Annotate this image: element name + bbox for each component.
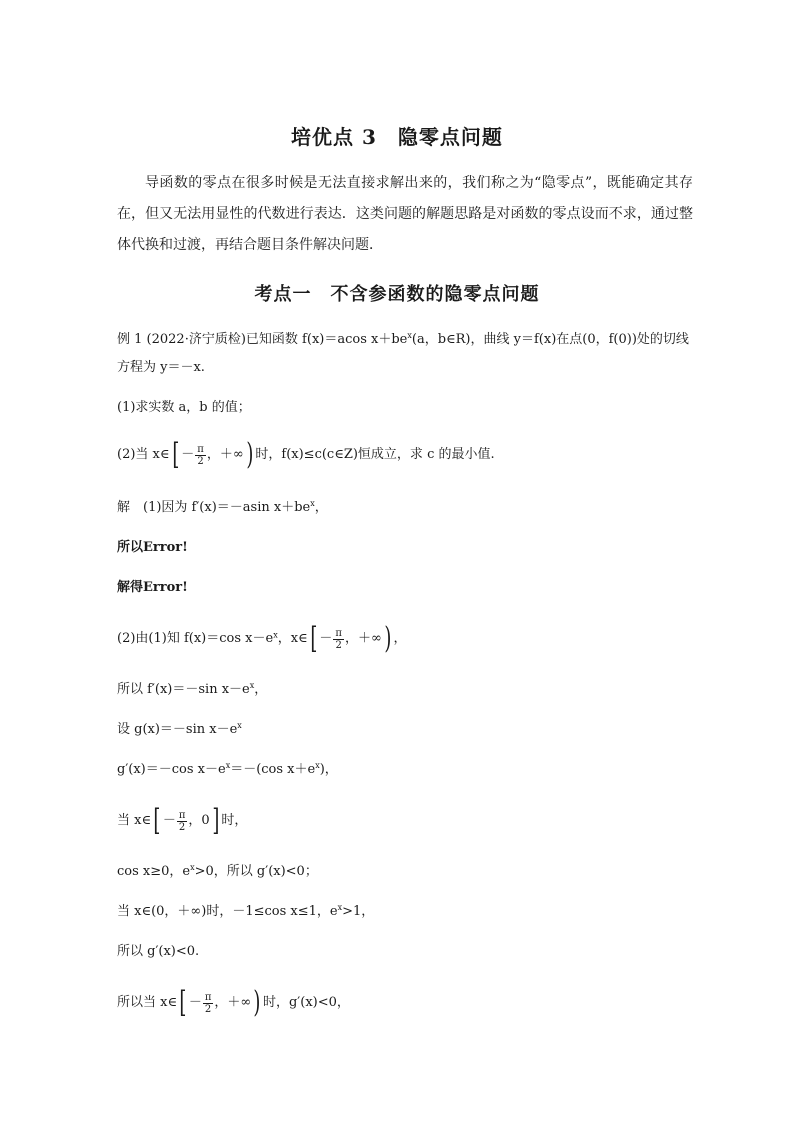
sol8-frac-den: 2 — [178, 821, 186, 833]
sol7-exponent-2: x — [315, 761, 320, 770]
solution-line-3: 解得Error! — [117, 580, 188, 595]
q2-prefix: (2)当 x∈ — [117, 447, 170, 462]
sol4-interval-end: ，＋∞ — [344, 631, 382, 646]
right-paren-icon: ) — [384, 621, 392, 656]
sol8-interval-end: ，0 — [188, 813, 210, 828]
sol12-fraction — [203, 992, 214, 1015]
q2-frac-num: π — [197, 443, 204, 455]
solution-line-2: 所以Error! — [117, 540, 188, 555]
sol7-text-a: g′(x)＝－cos x－e — [117, 762, 226, 777]
sol1-text-a: 解 (1)因为 f′(x)＝－asin x＋be — [117, 500, 311, 515]
solution-line-9 — [117, 862, 318, 882]
left-bracket-icon: [ — [171, 437, 179, 472]
example-text-b: (a，b∈R)，曲线 y＝f(x)在点(0，f(0))处的切线方程为 y＝－x. — [117, 332, 689, 375]
right-bracket-icon: ] — [212, 803, 220, 838]
sol1-text-b: ， — [314, 500, 328, 515]
solution-line-7 — [117, 760, 338, 780]
sol9-text-b: >0，所以 g′(x)<0； — [194, 864, 318, 879]
solution-line-6 — [117, 720, 242, 740]
sol8-minus: － — [162, 813, 176, 828]
right-paren-icon: ) — [246, 437, 254, 472]
intro-paragraph: 导函数的零点在很多时候是无法直接求解出来的，我们称之为“隐零点”，既能确定其存在，但又无法用显性的代数进行表达．这类问题的解题思路是对函数的零点设而不求，通过整体代换和过渡，再结合题目条件解决问题． — [117, 175, 693, 253]
sol8-suffix: 时， — [221, 813, 248, 828]
sol8-prefix: 当 x∈ — [117, 813, 152, 828]
question-1: (1)求实数 a，b 的值； — [117, 400, 251, 415]
solution-line-5 — [117, 680, 267, 700]
sol9-text-a: cos x≥0，e — [117, 864, 191, 879]
sol7-exponent: x — [225, 761, 231, 770]
left-bracket-icon: [ — [153, 803, 161, 838]
sol4-mid: ，x∈ — [277, 631, 308, 646]
sol5-exponent: x — [249, 681, 255, 690]
solution-line-8 — [117, 803, 248, 838]
section-title: 考点一 不含参函数的隐零点问题 — [254, 284, 540, 305]
solution-line-11: 所以 g′(x)<0. — [117, 944, 200, 959]
sol6-text-a: 设 g(x)＝－sin x－e — [117, 722, 238, 737]
example-label: 例 1 — [117, 332, 143, 347]
q2-interval-end: ，＋∞ — [206, 447, 244, 462]
q2-frac-den: 2 — [197, 455, 204, 467]
right-paren-icon: ) — [253, 985, 261, 1020]
sol12-interval-end: ，＋∞ — [214, 995, 252, 1010]
example-exponent: x — [407, 331, 412, 340]
sol9-exponent: x — [190, 863, 195, 872]
q2-suffix: 时，f(x)≤c(c∈Z)恒成立，求 c 的最小值. — [255, 447, 495, 462]
sol4-minus: － — [319, 631, 333, 646]
sol4-frac-den: 2 — [335, 639, 342, 651]
sol8-fraction — [177, 810, 188, 833]
solution-line-12 — [117, 985, 350, 1020]
sol10-exponent: x — [337, 903, 343, 912]
sol4-suffix: ， — [393, 631, 407, 646]
sol7-text-c: )， — [319, 762, 338, 777]
example-text-a: 已知函数 f(x)＝acos x＋be — [245, 332, 408, 347]
sol8-frac-num: π — [178, 809, 186, 821]
sol4-exponent: x — [273, 630, 278, 640]
sol10-text-a: 当 x∈(0，＋∞)时，－1≤cos x≤1，e — [117, 904, 338, 919]
solution-line-4 — [117, 621, 407, 656]
example-1 — [117, 326, 697, 382]
q2-minus: － — [181, 447, 195, 462]
sol12-suffix: 时，g′(x)<0， — [262, 995, 350, 1010]
page-title: 培优点 3 隐零点问题 — [291, 125, 503, 149]
sol1-exponent: x — [310, 499, 315, 508]
sol5-text-a: 所以 f′(x)＝－sin x－e — [117, 682, 250, 697]
sol10-text-b: >1， — [342, 904, 375, 919]
sol12-frac-den: 2 — [204, 1003, 212, 1015]
sol7-text-b: ＝－(cos x＋e — [230, 762, 316, 777]
sol4-frac-num: π — [335, 627, 342, 639]
sol6-exponent: x — [237, 721, 242, 730]
sol4-prefix: (2)由(1)知 f(x)＝cos x－e — [117, 631, 274, 646]
sol5-text-b: ， — [254, 682, 268, 697]
q2-fraction — [195, 444, 206, 467]
question-2 — [117, 437, 495, 472]
solution-line-10 — [117, 902, 374, 922]
left-bracket-icon: [ — [310, 621, 318, 656]
sol4-fraction — [333, 628, 344, 651]
left-bracket-icon: [ — [179, 985, 187, 1020]
example-source: (2022·济宁质检) — [146, 332, 246, 347]
sol12-minus: － — [188, 995, 202, 1010]
sol12-frac-num: π — [204, 991, 212, 1003]
sol12-prefix: 所以当 x∈ — [117, 995, 178, 1010]
solution-line-1 — [117, 498, 328, 518]
